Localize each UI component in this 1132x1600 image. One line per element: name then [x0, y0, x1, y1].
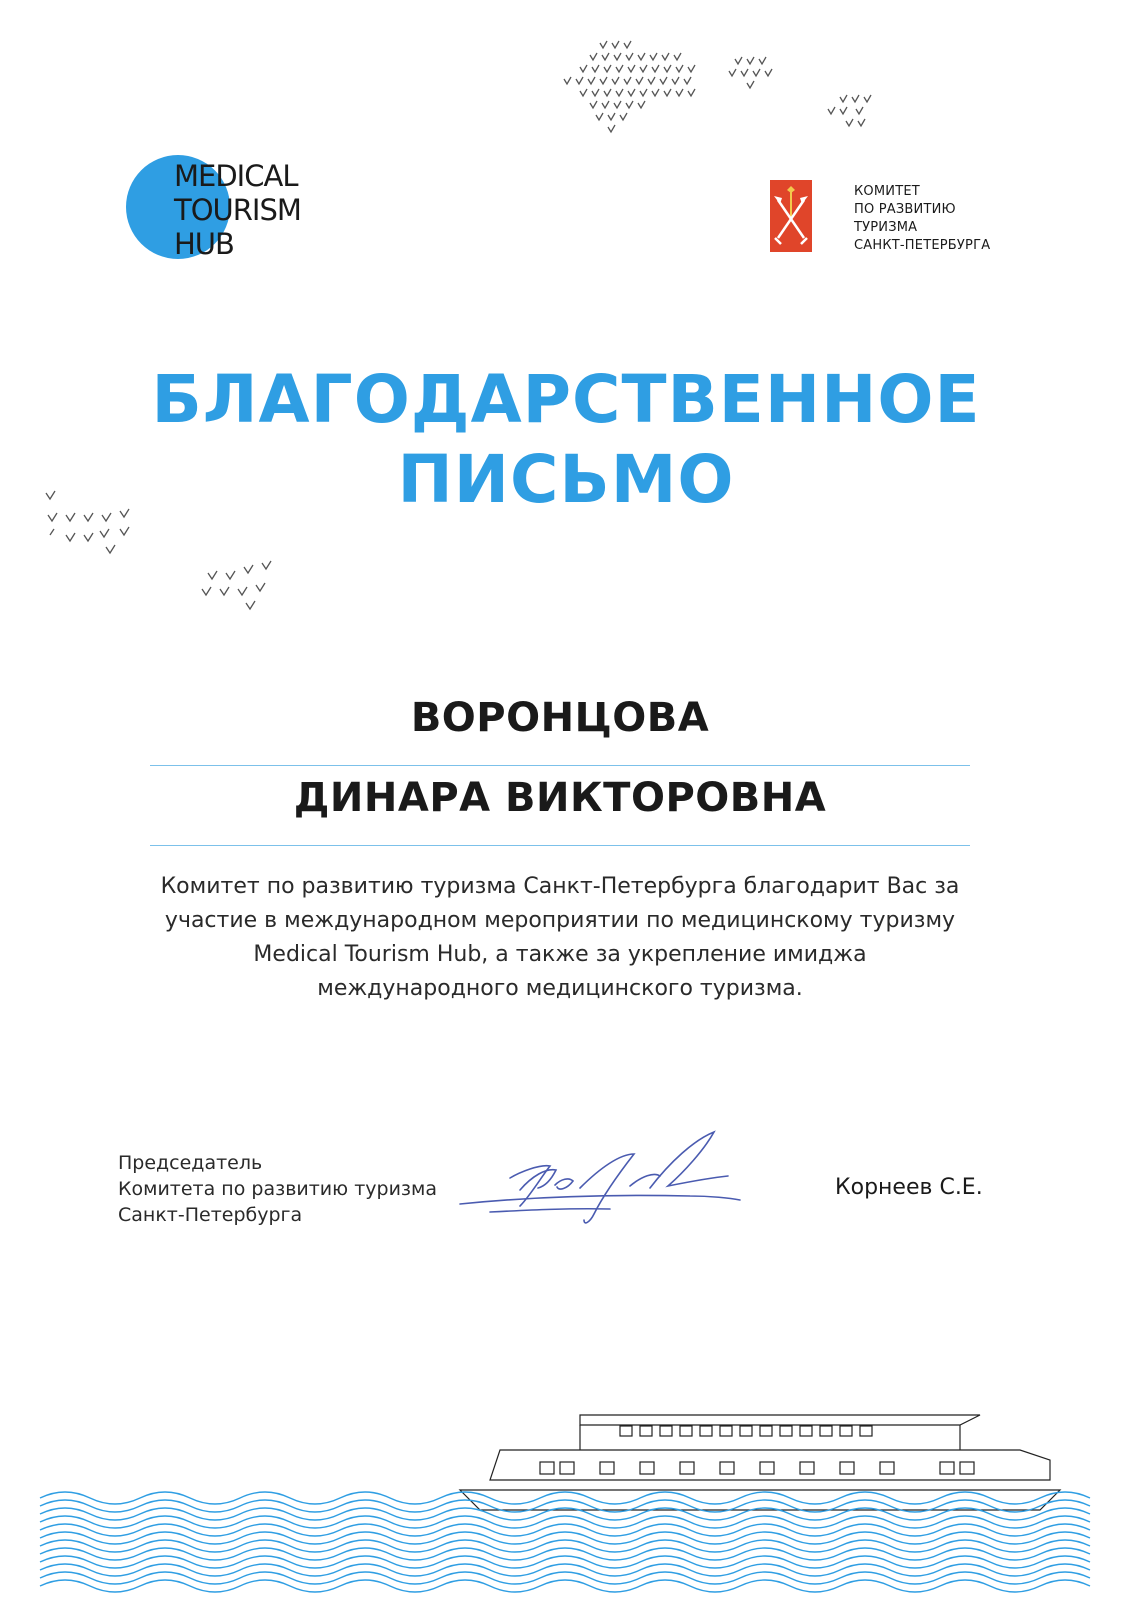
- committee-logo-line: КОМИТЕТ: [854, 184, 920, 199]
- body-line: Medical Tourism Hub, а также за укрепление имиджа: [253, 942, 867, 967]
- signatory-position-line: Санкт-Петербурга: [118, 1204, 303, 1226]
- medical-tourism-hub-logo: [126, 155, 306, 265]
- body-line: Комитет по развитию туризма Санкт-Петербурга благодарит Вас за: [160, 874, 960, 899]
- title-line-2: ПИСЬМО: [397, 441, 735, 518]
- committee-logo: [770, 180, 1020, 260]
- letter-body: [130, 870, 990, 1006]
- signatory-position-line: Председатель: [118, 1152, 263, 1174]
- recipient-given-names: ДИНАРА ВИКТОРОВНА: [293, 775, 827, 821]
- recipient-surname: ВОРОНЦОВА: [410, 695, 710, 741]
- body-line: участие в международном мероприятии по медицинскому туризму: [164, 908, 956, 933]
- waves: [40, 1492, 1090, 1592]
- signatory-name: Корнеев С.Е.: [835, 1175, 983, 1200]
- committee-logo-line: ТУРИЗМА: [854, 220, 918, 235]
- body-line: международного медицинского туризма.: [317, 976, 803, 1001]
- handwritten-signature: [450, 1130, 760, 1240]
- name-underline: [150, 765, 970, 766]
- logo-text-line: TOURISM: [174, 193, 301, 227]
- logo-text-line: HUB: [174, 227, 234, 261]
- title-line-1: БЛАГОДАРСТВЕННОЕ: [151, 361, 981, 438]
- coat-of-arms-icon: [770, 180, 812, 252]
- logo-text-line: MEDICAL: [174, 159, 298, 193]
- document-title: [0, 360, 1132, 520]
- ship-and-waves-illustration: [0, 1380, 1132, 1600]
- birds-decoration-top: [560, 35, 890, 145]
- signatory-position: [118, 1150, 437, 1228]
- committee-logo-line: САНКТ-ПЕТЕРБУРГА: [854, 238, 991, 253]
- name-underline: [150, 845, 970, 846]
- committee-logo-line: ПО РАЗВИТИЮ: [854, 202, 956, 217]
- signatory-position-line: Комитета по развитию туризма: [118, 1178, 437, 1200]
